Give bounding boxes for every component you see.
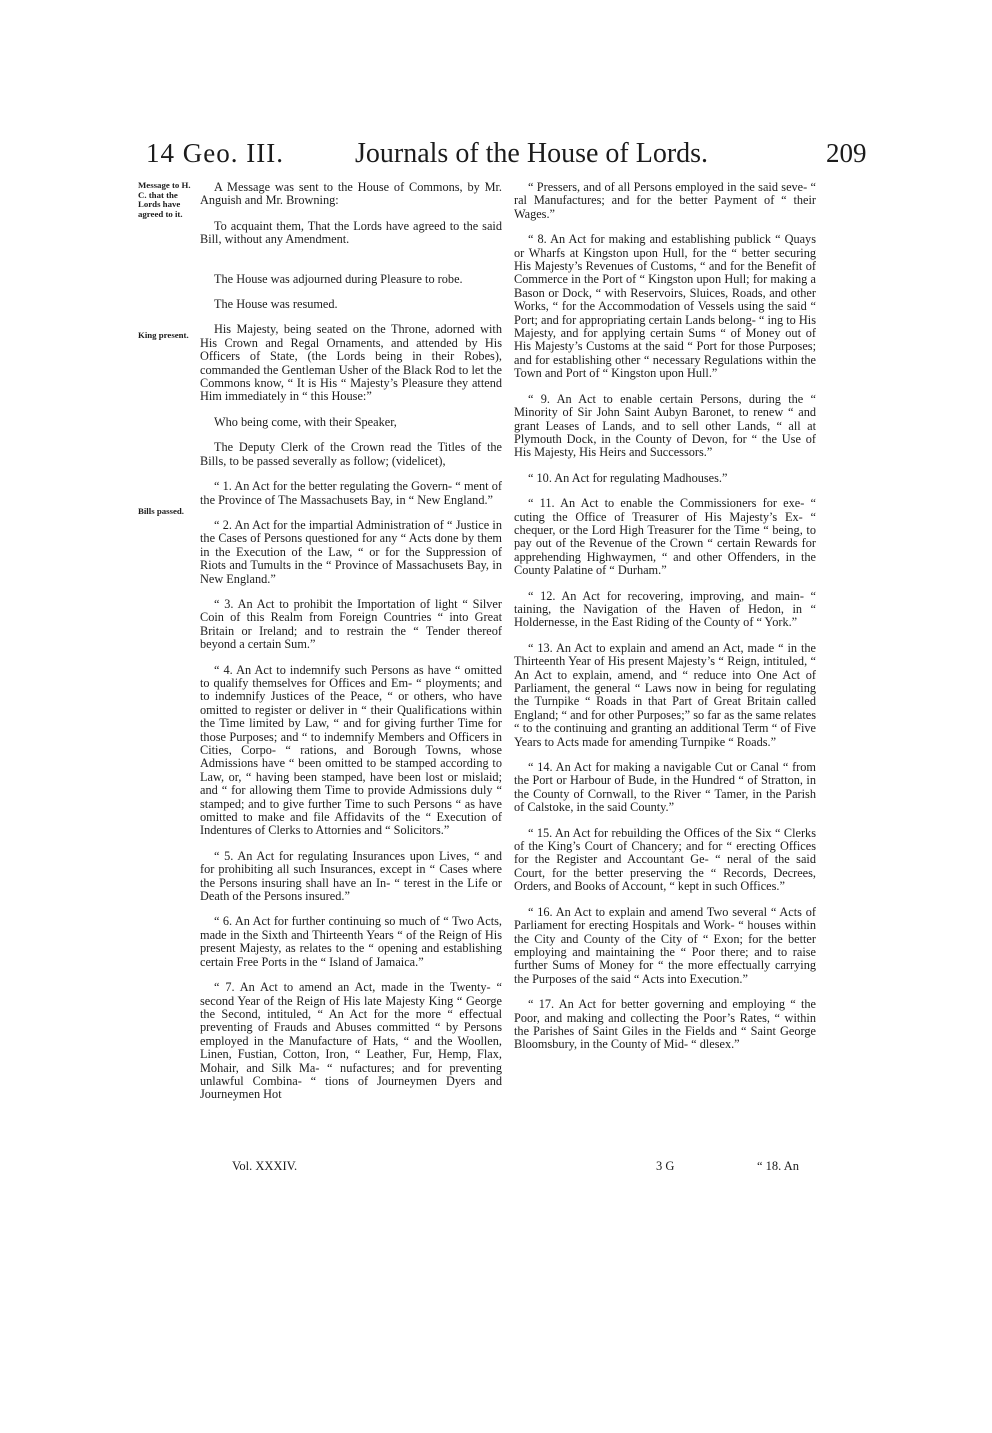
act-paragraph: “ 10. An Act for regulating Madhouses.”: [528, 470, 728, 485]
act-paragraph: “ 6. An Act for further continuing so much of “ Two Acts, made in the Sixth and Thirteenth Years “ of the Reign of His present Majesty, as relates to the “ opening and establishing certain Free Ports in the “ Island of Jamaica.”: [200, 914, 502, 969]
margin-note-king-present: King present.: [138, 330, 189, 340]
margin-note-bills-passed: Bills passed.: [138, 506, 184, 516]
right-column: [514, 181, 816, 1064]
margin-note-message: Message to H. C. that the Lords have agreed to it.: [138, 180, 191, 219]
page-number: 209: [826, 138, 867, 168]
act-paragraph: “ 3. An Act to prohibit the Importation of light “ Silver Coin of this Realm from Foreign Countries “ into Great Britain or Ireland; and to restrain the “ Tender thereof beyond a certain Sum.”: [200, 596, 502, 652]
paragraph: The House was resumed.: [214, 297, 338, 312]
paragraph: A Message was sent to the House of Commons, by Mr. Anguish and Mr. Browning:: [200, 180, 502, 208]
act-paragraph: “ 2. An Act for the impartial Administration of “ Justice in the Cases of Persons questioned for any “ Acts done by them in the Execution of the Law, “ or for the Suppression of Riots and Tumults in the “ Province of Massachusets Bay, in New England.”: [200, 517, 502, 586]
paragraph: The Deputy Clerk of the Crown read the Titles of the Bills, to be passed severally as follow; (videlicet),: [200, 440, 502, 468]
act-paragraph: “ 11. An Act to enable the Commissioners for exe- “ cuting the Office of Treasurer of His Majesty’s Ex- “ chequer, or the Lord High Treasurer for the Time “ being, to pay out of the Revenue of the Crown “ certain Rewards for apprehending Highwaymen, “ and other Offenders, in the County Palatine of “ Durham.”: [514, 496, 816, 578]
act-paragraph: “ 17. An Act for better governing and employing “ the Poor, and making and collecting the Poor’s Rates, “ within the Parishes of Saint Giles in the Fields and “ Saint George Bloomsbury, in the County of Mid- “ dlesex.”: [514, 997, 816, 1052]
catchword: “ 18. An: [757, 1159, 800, 1173]
left-column: [200, 181, 502, 1114]
act-paragraph: “ 7. An Act to amend an Act, made in the Twenty- “ second Year of the Reign of His late Majesty King “ George the Second, intituled, “ An Act for the more “ effectual preventing of Frauds and Abuses committed “ by Persons employed in the Manufacture of Hats, “ and the Woollen, Linen, Fustian, Cotton, Iron, “ Leather, Fur, Hemp, Flax, Mohair, and Silk Ma- “ nufactures; and for preventing unlawful Combina- “ tions of Journeymen Dyers and Journeymen Hot: [200, 980, 502, 1102]
signature-mark: 3 G: [656, 1159, 675, 1173]
act-paragraph: “ 1. An Act for the better regulating the Govern- “ ment of the Province of The Massachusets Bay, in “ New England.”: [200, 479, 502, 507]
paragraph: The House was adjourned during Pleasure to robe.: [214, 271, 463, 286]
act-paragraph: “ 14. An Act for making a navigable Cut or Canal “ from the Port or Harbour of Bude, in the Hundred “ of Stratton, in the County of Cornwall, to the River “ Tamer, in the Parish of Calstoke, in the said County.”: [514, 760, 816, 815]
volume-label: Vol. XXXIV.: [232, 1159, 298, 1173]
page-header: [0, 138, 992, 178]
running-head-left: 14 Geo. III.: [146, 138, 284, 168]
running-head-title: Journals of the House of Lords.: [355, 138, 709, 169]
paragraph: Who being come, with their Speaker,: [214, 414, 397, 429]
act-paragraph: “ Pressers, and of all Persons employed in the said seve- “ ral Manufactures; and for the better Payment of “ their Wages.”: [514, 180, 816, 221]
paragraph: His Majesty, being seated on the Throne, adorned with His Crown and Regal Ornaments, and attended by His Officers of State, (the Lords being in their Robes), commanded the Gentleman Usher of the Black Rod to let the Commons know, “ It is His “ Majesty’s Pleasure they attend Him immediately in “ this House:”: [200, 322, 502, 404]
act-paragraph: “ 8. An Act for making and establishing publick “ Quays or Wharfs at Kingston upon Hull, for the “ better securing His Majesty’s Revenues of Customs, “ and for the Benefit of Commerce in the Port of “ Kingston upon Hull; for making a Bason or Dock, “ with Reservoirs, Sluices, Roads, and other Works, “ for the Accommodation of Vessels using the said “ Port; and for appropriating certain Lands belong- “ ing to His Majesty, and for applying certain Sums “ of Money out of His Majesty’s Customs at the said “ Port for those Purposes; and for establishing other “ necessary Regulations within the Town and Port of “ Kingston upon Hull.”: [514, 232, 816, 381]
act-paragraph: “ 15. An Act for rebuilding the Offices of the Six “ Clerks of the King’s Court of Chancery; and for “ erecting Offices for the Register and Accountant Ge- “ neral of the said Court, for the better preserving the “ Records, Decrees, Orders, and Books of Account, “ kept in such Offices.”: [514, 825, 816, 894]
act-paragraph: “ 9. An Act to enable certain Persons, during the “ Minority of Sir John Saint Aubyn Baronet, to renew “ and grant Leases of Lands, and to sell other Lands, “ all at Plymouth Dock, in the County of Devon, for “ the Use of His Majesty, His Heirs and Successors.”: [514, 391, 816, 460]
act-paragraph: “ 4. An Act to indemnify such Persons as have “ omitted to qualify themselves for Offices and Em- “ ployments; and to indemnify Justices of the Peace, “ or others, who have omitted to register or deliver in “ their Qualifications within the Time limited by Law, “ and for giving further Time for those Purposes; and “ to indemnify Members and Officers in Cities, Corpo- “ rations, and Borough Towns, whose Admissions have “ been omitted to be stamped according to Law, or, “ having been stamped, have been lost or mislaid; and “ for allowing them Time to provide Admissions duly “ stamped; and to give further Time to such Persons “ as have omitted to make and file Affidavits of the “ Execution of Indentures of Clerks to Attornies and “ Solicitors.”: [200, 662, 502, 838]
act-paragraph: “ 12. An Act for recovering, improving, and main- “ taining, the Navigation of the Haven of Hedon, in “ Holdernesse, in the East Riding of the County of “ York.”: [514, 588, 816, 630]
act-paragraph: “ 5. An Act for regulating Insurances upon Lives, “ and for prohibiting all such Insurances, except in “ Cases where the Persons insuring shall have an In- “ terest in the Life or Death of the Persons insured.”: [200, 848, 502, 904]
act-paragraph: “ 13. An Act to explain and amend an Act, made “ in the Thirteenth Year of His present Majesty’s “ Reign, intituled, “ An Act to explain, amend, and “ reduce into One Act of Parliament, the general “ Laws now in being for regulating the Turnpike “ Roads in that Part of Great Britain called England; “ and for other Purposes;” so far as the same relates “ to the continuing and granting an additional Term “ of Five Years to Acts made for amending Turnpike “ Roads.”: [514, 640, 816, 749]
paragraph: To acquaint them, That the Lords have agreed to the said Bill, without any Amendment.: [200, 218, 502, 247]
act-paragraph: “ 16. An Act to explain and amend Two several “ Acts of Parliament for erecting Hospitals and Work- “ houses within the City and County of the City of “ Exon; for the better employing and maintaining the “ Poor there; and to raise further Sums of Money for “ the more effectually carrying the Purposes of the said “ Acts into Execution.”: [514, 904, 816, 986]
